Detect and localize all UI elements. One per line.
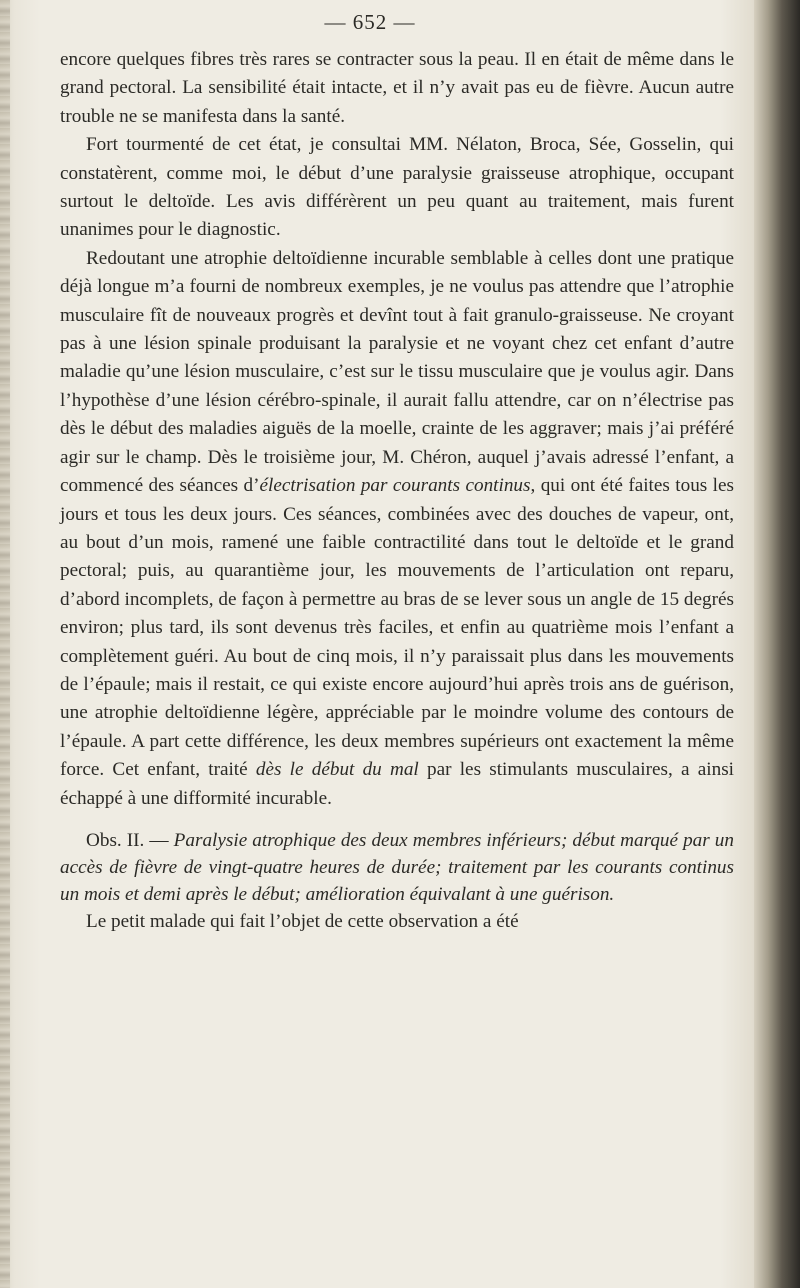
paragraph-3-emphasis-debut: dès le début du mal	[255, 759, 419, 781]
paragraph-3-part-a: Redoutant une atrophie deltoïdienne incurable semblable à celles dont une pratique déjà longue m’a fourni de nombreux exemples, je ne voulus pas attendre que l’atrophie musculaire fît de nouveaux progrès et devînt tout à fait granulo-graisseuse. Ne croyant pas à une lésion spinale produisant la paralysie et ne voyant chez cet enfant d’autre maladie qu’une lésion musculaire, c’est sur le tissu musculaire que je voulus agir. Dans l’hypothèse d’une lésion cérébro-spinale, il aurait fallu attendre, car on n’électrise pas dès le début des maladies aiguës de la moelle, crainte de les aggraver; mais j’ai préféré agir sur le champ. Dès le troisième jour, M. Chéron, auquel j’avais adressé l’enfant, a commencé des séances d’	[60, 247, 734, 497]
paragraph-3-emphasis-electrisation: électrisation par courants continus	[259, 475, 531, 497]
page-number: — 652 —	[324, 10, 416, 34]
paragraph-3-part-c: par les stimulants musculaires, a ainsi échappé à une difformité incurable.	[60, 759, 734, 809]
observation-heading	[60, 827, 734, 908]
paragraph-3-part-b: , qui ont été faites tous les jours et tous les deux jours. Ces séances, combinées avec des douches de vapeur, ont, au bout d’un mois, ramené une faible contractilité dans tout le deltoïde et le grand pectoral; puis, au quarantième jour, les mouvements de l’articulation ont reparu, d’abord incomplets, de façon à permettre au bras de se lever sous un angle de 15 degrés environ; plus tard, ils sont devenus très faciles, et enfin au quatrième mois l’enfant a complètement guéri. Au bout de cinq mois, il n’y paraissait plus dans les mouvements de l’épaule; mais il restait, ce qui existe encore aujourd’hui après trois ans de guérison, une atrophie deltoïdienne légère, appréciable par le moindre volume des contours de l’épaule. A part cette différence, les deux membres supérieurs ont exactement la même force. Cet enfant, traité	[60, 475, 734, 781]
body-text	[60, 46, 734, 936]
book-binding-edge	[754, 0, 800, 1288]
page-left-edge	[0, 0, 10, 1288]
paragraph-3	[60, 245, 734, 813]
paragraph-2: Fort tourmenté de cet état, je consultai MM. Nélaton, Broca, Sée, Gosselin, qui constatèrent, comme moi, le début d’une paralysie graisseuse atrophique, occupant surtout le deltoïde. Les avis différèrent un peu quant au traitement, mais furent unanimes pour le diagnostic.	[60, 134, 734, 241]
paragraph-4: Le petit malade qui fait l’objet de cette observation a été	[86, 910, 519, 932]
observation-label: Obs. II. —	[86, 829, 174, 851]
paragraph-1: encore quelques fibres très rares se contracter sous la peau. Il en était de même dans le grand pectoral. La sensibilité était intacte, et il n’y avait pas eu de fièvre. Aucun autre trouble ne se manifesta dans la santé.	[60, 49, 734, 127]
observation-title: Paralysie atrophique des deux membres inférieurs; début marqué par un accès de fièvre de vingt-quatre heures de durée; traitement par les courants continus un mois et demi après le début; amélioration équivalant à une guérison.	[60, 829, 734, 905]
